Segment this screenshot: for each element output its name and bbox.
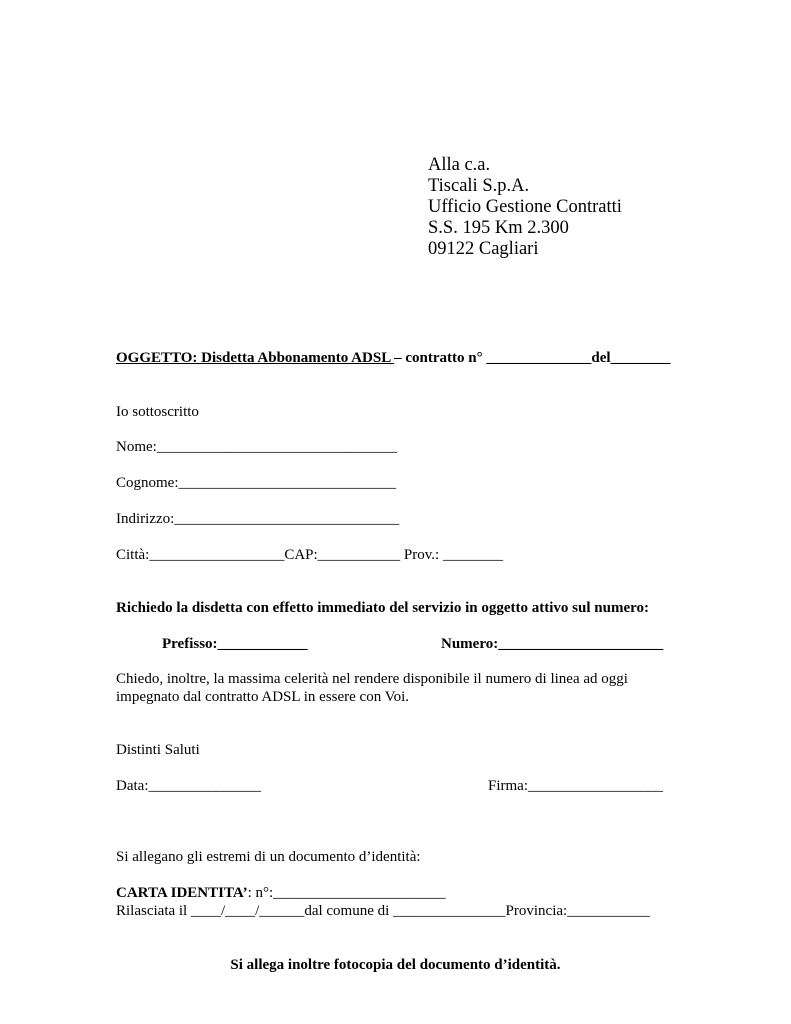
- address-line-street: S.S. 195 Km 2.300: [428, 218, 569, 238]
- firma-field: Firma:__________________: [488, 778, 663, 794]
- request-text: Richiedo la disdetta con effetto immediato del servizio in oggetto attivo sul numero:: [116, 600, 649, 616]
- attachments-intro: Si allegano gli estremi di un documento d’identità:: [116, 849, 421, 865]
- subject-label: OGGETTO: Disdetta Abbonamento ADSL: [116, 350, 395, 366]
- indirizzo-field: Indirizzo:______________________________: [116, 511, 400, 527]
- carta-identita-field: [116, 884, 446, 902]
- address-line-company: Tiscali S.p.A.: [428, 176, 530, 196]
- address-line-office: Ufficio Gestione Contratti: [428, 197, 622, 217]
- prefisso-field: Prefisso:____________: [162, 636, 308, 652]
- address-line-attention: Alla c.a.: [428, 155, 491, 175]
- subject-line: [116, 349, 671, 367]
- numero-field: Numero:______________________: [441, 636, 664, 652]
- address-line-city: 09122 Cagliari: [428, 239, 539, 259]
- cognome-field: Cognome:_____________________________: [116, 475, 396, 491]
- paragraph-line-1: Chiedo, inoltre, la massima celerità nel rendere disponibile il numero di linea ad oggi: [116, 671, 628, 687]
- data-field: Data:_______________: [116, 778, 261, 794]
- citta-cap-prov-field: Città:__________________CAP:___________ Prov.: ________: [116, 547, 503, 563]
- carta-identita-label: CARTA IDENTITA’: [116, 885, 248, 901]
- subject-contract: – contratto n° ______________del________: [394, 350, 671, 366]
- carta-identita-number: : n°:_______________________: [247, 885, 446, 901]
- closing-salutation: Distinti Saluti: [116, 742, 200, 758]
- intro-text: Io sottoscritto: [116, 404, 199, 420]
- footer-note: Si allega inoltre fotocopia del documento d’identità.: [230, 957, 561, 973]
- paragraph-line-2: impegnato dal contratto ADSL in essere con Voi.: [116, 689, 410, 705]
- nome-field: Nome:________________________________: [116, 439, 397, 455]
- rilasciata-field: Rilasciata il ____/____/______dal comune di _______________Provincia:___________: [116, 903, 650, 919]
